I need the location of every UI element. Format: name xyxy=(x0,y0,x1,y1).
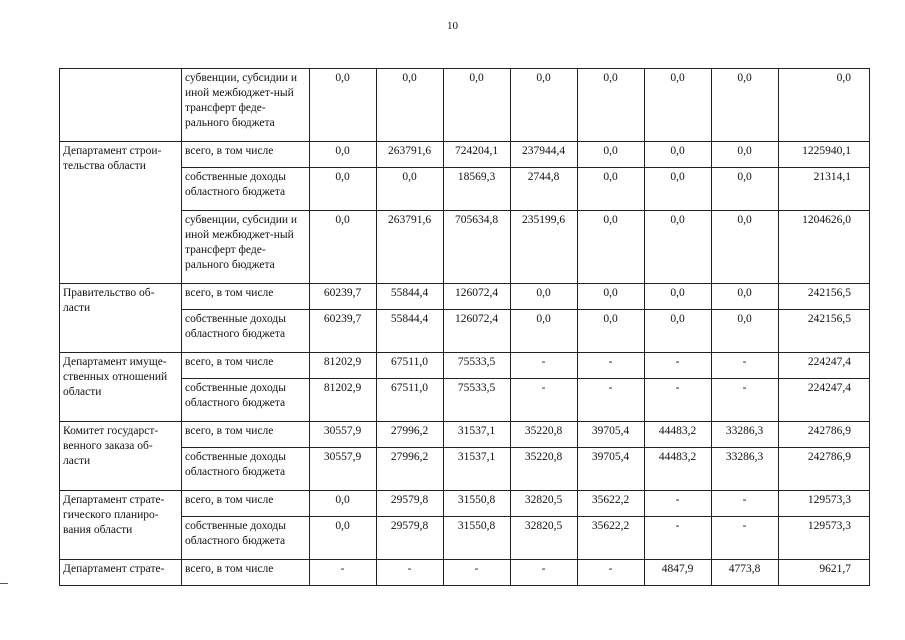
value-cell: 29579,8 xyxy=(377,491,444,517)
funding-type-cell: собственные доходы областного бюджета xyxy=(182,517,310,560)
value-cell: - xyxy=(645,517,712,560)
department-cell: Департамент страте- xyxy=(60,560,182,586)
total-cell: 129573,3 xyxy=(779,517,870,560)
funding-type-cell: собственные доходы областного бюджета xyxy=(182,379,310,422)
value-cell: 0,0 xyxy=(310,211,377,284)
value-cell: 0,0 xyxy=(511,69,578,142)
department-cell: Департамент имуще-ственных отношений области xyxy=(60,353,182,422)
budget-table xyxy=(59,68,870,586)
table-row xyxy=(60,379,870,422)
value-cell: 67511,0 xyxy=(377,379,444,422)
value-cell: 35622,2 xyxy=(578,491,645,517)
value-cell: 81202,9 xyxy=(310,379,377,422)
value-cell: 0,0 xyxy=(578,211,645,284)
value-cell: - xyxy=(645,379,712,422)
value-cell: - xyxy=(712,379,779,422)
value-cell: 67511,0 xyxy=(377,353,444,379)
department-cell: Комитет государст-венного заказа об-ласти xyxy=(60,422,182,491)
value-cell: 0,0 xyxy=(578,310,645,353)
value-cell: - xyxy=(712,491,779,517)
value-cell: 18569,3 xyxy=(444,168,511,211)
value-cell: 126072,4 xyxy=(444,310,511,353)
value-cell: 0,0 xyxy=(645,284,712,310)
value-cell: 724204,1 xyxy=(444,142,511,168)
value-cell: 0,0 xyxy=(310,168,377,211)
value-cell: 0,0 xyxy=(712,69,779,142)
department-cell: Департамент страте-гического планиро-вания области xyxy=(60,491,182,560)
total-cell: 242786,9 xyxy=(779,448,870,491)
value-cell: 0,0 xyxy=(444,69,511,142)
value-cell: - xyxy=(578,560,645,586)
value-cell: - xyxy=(578,353,645,379)
value-cell: 0,0 xyxy=(310,517,377,560)
value-cell: 60239,7 xyxy=(310,284,377,310)
value-cell: 0,0 xyxy=(645,69,712,142)
table-row xyxy=(60,491,870,517)
table-row xyxy=(60,422,870,448)
value-cell: 237944,4 xyxy=(511,142,578,168)
value-cell: 0,0 xyxy=(645,310,712,353)
value-cell: 30557,9 xyxy=(310,448,377,491)
total-cell: 242156,5 xyxy=(779,310,870,353)
value-cell: 0,0 xyxy=(578,142,645,168)
value-cell: - xyxy=(578,379,645,422)
value-cell: 35220,8 xyxy=(511,422,578,448)
funding-type-cell: собственные доходы областного бюджета xyxy=(182,310,310,353)
value-cell: 32820,5 xyxy=(511,491,578,517)
total-cell: 9621,7 xyxy=(779,560,870,586)
page-number: 10 xyxy=(447,20,458,32)
value-cell: 29579,8 xyxy=(377,517,444,560)
table-row xyxy=(60,517,870,560)
total-cell: 1225940,1 xyxy=(779,142,870,168)
funding-type-cell: собственные доходы областного бюджета xyxy=(182,168,310,211)
funding-type-cell: всего, в том числе xyxy=(182,142,310,168)
funding-type-cell: всего, в том числе xyxy=(182,284,310,310)
funding-type-cell: всего, в том числе xyxy=(182,422,310,448)
value-cell: 75533,5 xyxy=(444,379,511,422)
value-cell: 0,0 xyxy=(578,168,645,211)
value-cell: 81202,9 xyxy=(310,353,377,379)
value-cell: 55844,4 xyxy=(377,284,444,310)
total-cell: 1204626,0 xyxy=(779,211,870,284)
value-cell: 27996,2 xyxy=(377,448,444,491)
value-cell: - xyxy=(712,517,779,560)
value-cell: 263791,6 xyxy=(377,211,444,284)
value-cell: 27996,2 xyxy=(377,422,444,448)
value-cell: 31550,8 xyxy=(444,491,511,517)
funding-type-cell: собственные доходы областного бюджета xyxy=(182,448,310,491)
value-cell: 0,0 xyxy=(712,168,779,211)
value-cell: 0,0 xyxy=(511,284,578,310)
value-cell: 0,0 xyxy=(511,310,578,353)
value-cell: 30557,9 xyxy=(310,422,377,448)
value-cell: 0,0 xyxy=(712,211,779,284)
value-cell: 0,0 xyxy=(310,142,377,168)
funding-type-cell: субвенции, субсидии и иной межбюджет-ный трансферт феде-рального бюджета xyxy=(182,211,310,284)
value-cell: 55844,4 xyxy=(377,310,444,353)
value-cell: 0,0 xyxy=(377,69,444,142)
value-cell: - xyxy=(377,560,444,586)
value-cell: - xyxy=(444,560,511,586)
value-cell: 33286,3 xyxy=(712,422,779,448)
table-row xyxy=(60,560,870,586)
total-cell: 224247,4 xyxy=(779,379,870,422)
value-cell: - xyxy=(310,560,377,586)
table-row xyxy=(60,142,870,168)
total-cell: 242156,5 xyxy=(779,284,870,310)
table-row xyxy=(60,310,870,353)
budget-table-body xyxy=(60,69,870,586)
value-cell: 126072,4 xyxy=(444,284,511,310)
funding-type-cell: всего, в том числе xyxy=(182,560,310,586)
total-cell: 21314,1 xyxy=(779,168,870,211)
table-row xyxy=(60,211,870,284)
value-cell: 0,0 xyxy=(578,69,645,142)
value-cell: - xyxy=(511,379,578,422)
value-cell: - xyxy=(645,491,712,517)
department-cell: Департамент строи-тельства области xyxy=(60,142,182,284)
value-cell: 0,0 xyxy=(712,310,779,353)
total-cell: 0,0 xyxy=(779,69,870,142)
value-cell: 31537,1 xyxy=(444,422,511,448)
department-cell xyxy=(60,69,182,142)
value-cell: 35220,8 xyxy=(511,448,578,491)
funding-type-cell: всего, в том числе xyxy=(182,491,310,517)
value-cell: - xyxy=(511,353,578,379)
scan-edge-mark xyxy=(0,583,8,584)
value-cell: 0,0 xyxy=(712,142,779,168)
value-cell: 44483,2 xyxy=(645,448,712,491)
table-row xyxy=(60,353,870,379)
value-cell: 75533,5 xyxy=(444,353,511,379)
value-cell: - xyxy=(511,560,578,586)
value-cell: 32820,5 xyxy=(511,517,578,560)
table-row xyxy=(60,448,870,491)
funding-type-cell: всего, в том числе xyxy=(182,353,310,379)
value-cell: 705634,8 xyxy=(444,211,511,284)
value-cell: 0,0 xyxy=(310,491,377,517)
value-cell: 0,0 xyxy=(310,69,377,142)
value-cell: 0,0 xyxy=(645,211,712,284)
value-cell: 39705,4 xyxy=(578,448,645,491)
value-cell: 35622,2 xyxy=(578,517,645,560)
table-row xyxy=(60,284,870,310)
department-cell: Правительство об-ласти xyxy=(60,284,182,353)
value-cell: 2744,8 xyxy=(511,168,578,211)
value-cell: 33286,3 xyxy=(712,448,779,491)
value-cell: 31550,8 xyxy=(444,517,511,560)
value-cell: 4773,8 xyxy=(712,560,779,586)
value-cell: 31537,1 xyxy=(444,448,511,491)
value-cell: 0,0 xyxy=(645,142,712,168)
total-cell: 242786,9 xyxy=(779,422,870,448)
value-cell: 0,0 xyxy=(712,284,779,310)
value-cell: 263791,6 xyxy=(377,142,444,168)
total-cell: 224247,4 xyxy=(779,353,870,379)
value-cell: 39705,4 xyxy=(578,422,645,448)
value-cell: 235199,6 xyxy=(511,211,578,284)
table-row xyxy=(60,168,870,211)
total-cell: 129573,3 xyxy=(779,491,870,517)
value-cell: 60239,7 xyxy=(310,310,377,353)
table-row xyxy=(60,69,870,142)
value-cell: 0,0 xyxy=(578,284,645,310)
value-cell: 4847,9 xyxy=(645,560,712,586)
value-cell: - xyxy=(645,353,712,379)
funding-type-cell: субвенции, субсидии и иной межбюджет-ный трансферт феде-рального бюджета xyxy=(182,69,310,142)
value-cell: 0,0 xyxy=(645,168,712,211)
value-cell: 44483,2 xyxy=(645,422,712,448)
value-cell: 0,0 xyxy=(377,168,444,211)
value-cell: - xyxy=(712,353,779,379)
